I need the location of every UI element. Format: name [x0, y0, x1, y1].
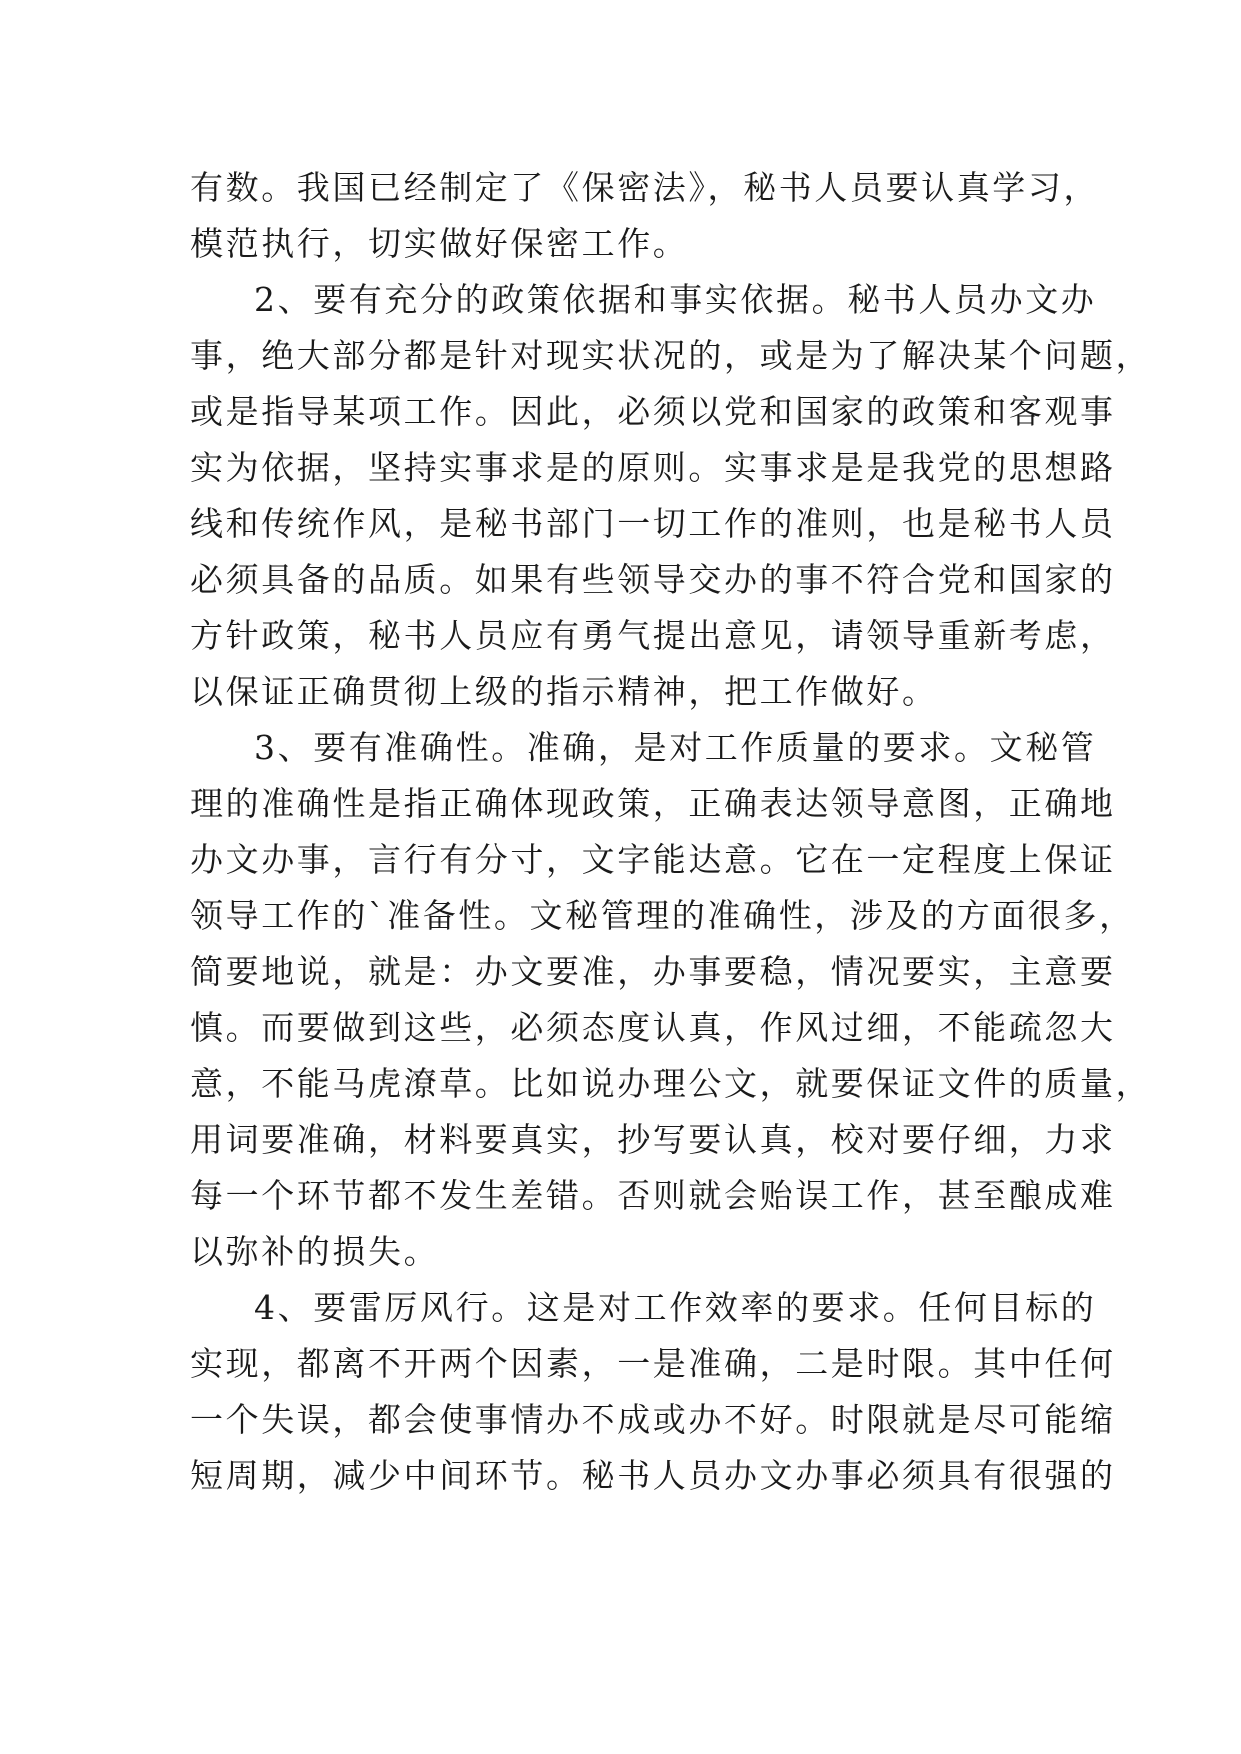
- document-line: 理的准确性是指正确体现政策，正确表达领导意图，正确地: [190, 784, 1116, 823]
- document-line: 或是指导某项工作。因此，必须以党和国家的政策和客观事: [190, 392, 1116, 431]
- document-line: 有数。我国已经制定了《保密法》，秘书人员要认真学习，: [190, 168, 1100, 207]
- document-line: 用词要准确，材料要真实，抄写要认真，校对要仔细，力求: [190, 1120, 1116, 1159]
- document-line: 短周期，减少中间环节。秘书人员办文办事必须具有很强的: [190, 1456, 1116, 1495]
- document-line: 每一个环节都不发生差错。否则就会贻误工作，甚至酿成难: [190, 1176, 1116, 1215]
- document-line: 实现，都离不开两个因素，一是准确，二是时限。其中任何: [190, 1344, 1116, 1383]
- document-line: 4、要雷厉风行。这是对工作效率的要求。任何目标的: [254, 1288, 1097, 1327]
- document-line: 事，绝大部分都是针对现实状况的，或是为了解决某个问题，: [190, 336, 1152, 375]
- document-line: 一个失误，都会使事情办不成或办不好。时限就是尽可能缩: [190, 1400, 1116, 1439]
- document-line: 办文办事，言行有分寸，文字能达意。它在一定程度上保证: [190, 840, 1116, 879]
- document-line: 模范执行，切实做好保密工作。: [190, 224, 689, 263]
- document-line: 线和传统作风，是秘书部门一切工作的准则，也是秘书人员: [190, 504, 1116, 543]
- document-line: 意，不能马虎潦草。比如说办理公文，就要保证文件的质量，: [190, 1064, 1152, 1103]
- document-line: 简要地说，就是：办文要准，办事要稳，情况要实，主意要: [190, 952, 1116, 991]
- document-line: 以弥补的损失。: [190, 1232, 440, 1271]
- document-line: 方针政策，秘书人员应有勇气提出意见，请领导重新考虑，: [190, 616, 1116, 655]
- document-line: 实为依据，坚持实事求是的原则。实事求是是我党的思想路: [190, 448, 1116, 487]
- document-body-text: [190, 160, 1152, 1504]
- document-line: 以保证正确贯彻上级的指示精神，把工作做好。: [190, 672, 938, 711]
- document-line: 3、要有准确性。准确，是对工作质量的要求。文秘管: [254, 728, 1097, 767]
- document-line: 2、要有充分的政策依据和事实依据。秘书人员办文办: [254, 280, 1097, 319]
- document-line: 必须具备的品质。如果有些领导交办的事不符合党和国家的: [190, 560, 1116, 599]
- document-line: 慎。而要做到这些，必须态度认真，作风过细，不能疏忽大: [190, 1008, 1116, 1047]
- document-line: 领导工作的`准备性。文秘管理的准确性，涉及的方面很多，: [190, 896, 1135, 935]
